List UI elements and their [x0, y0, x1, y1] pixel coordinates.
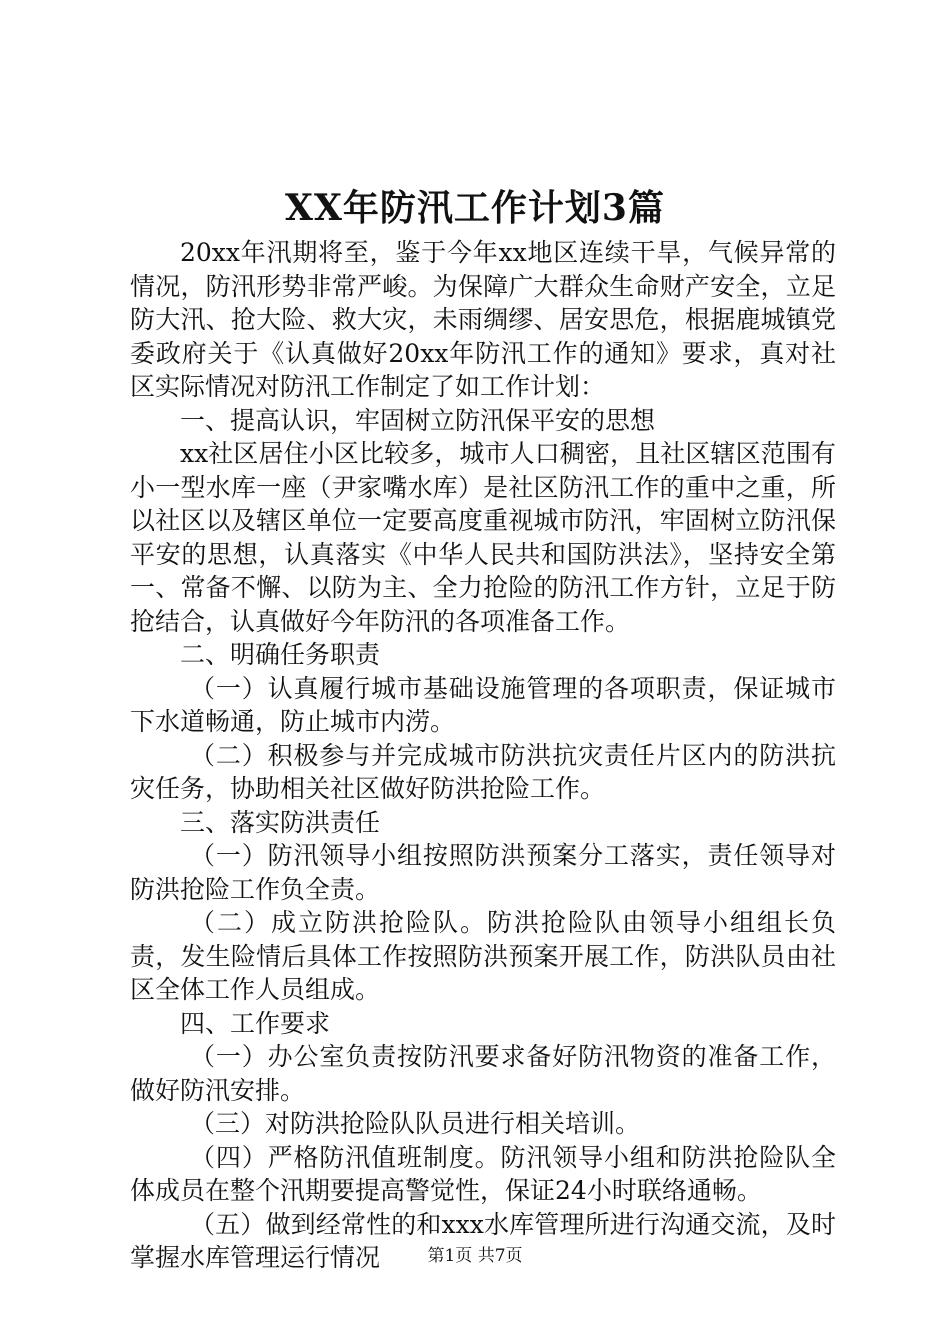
section-4-item-4: （四）严格防汛值班制度。防汛领导小组和防洪抢险队全体成员在整个汛期要提高警觉性，保证24小时联络通畅。 [130, 1142, 836, 1205]
section-2-item-2: （二）积极参与并完成城市防洪抗灾责任片区内的防洪抗灾任务，协助相关社区做好防洪抢险工作。 [130, 740, 836, 803]
section-2-item-1: （一）认真履行城市基础设施管理的各项职责，保证城市下水道畅通，防止城市内涝。 [130, 673, 836, 736]
document-title: XX年防汛工作计划3篇 [285, 187, 665, 229]
page-footer: 第1页 共7页 [427, 1246, 523, 1266]
section-1-paragraph: xx社区居住小区比较多，城市人口稠密，且社区辖区范围有小一型水库一座（尹家嘴水库）是社区防汛工作的重中之重，所以社区以及辖区单位一定要高度重视城市防汛，牢固树立防汛保平安的思想，认真落实《中华人民共和国防洪法》，坚持安全第一、常备不懈、以防为主、全力抢险的防汛工作方针，立足于防抢结合，认真做好今年防汛的各项准备工作。 [130, 439, 836, 636]
section-4-item-1: （一）办公室负责按防汛要求备好防汛物资的准备工作，做好防汛安排。 [130, 1042, 836, 1105]
section-heading-1: 一、提高认识，牢固树立防汛保平安的思想 [180, 405, 656, 435]
section-4-item-3: （三）对防洪抢险队队员进行相关培训。 [190, 1109, 641, 1138]
section-3-item-1: （一）防汛领导小组按照防洪预案分工落实，责任领导对防洪抢险工作负全责。 [130, 841, 836, 904]
section-3-item-2: （二）成立防洪抢险队。防洪抢险队由领导小组组长负责，发生险情后具体工作按照防洪预案开展工作，防洪队员由社区全体工作人员组成。 [130, 908, 836, 1004]
section-heading-2: 二、明确任务职责 [180, 640, 381, 669]
intro-paragraph: 20xx年汛期将至，鉴于今年xx地区连续干旱，气候异常的情况，防汛形势非常严峻。为保障广大群众生命财产安全，立足防大汛、抢大险、救大灾，未雨绸缪、居安思危，根据鹿城镇党委政府关于《认真做好20xx年防汛工作的通知》要求，真对社区实际情况对防汛工作制定了如工作计划： [130, 238, 836, 401]
section-4-item-5: （五）做到经常性的和xxx水库管理所进行沟通交流，及时掌握水库管理运行情况 [130, 1209, 836, 1272]
document-body [130, 236, 836, 1275]
section-heading-3: 三、落实防洪责任 [180, 807, 381, 837]
section-heading-4: 四、工作要求 [180, 1008, 331, 1038]
